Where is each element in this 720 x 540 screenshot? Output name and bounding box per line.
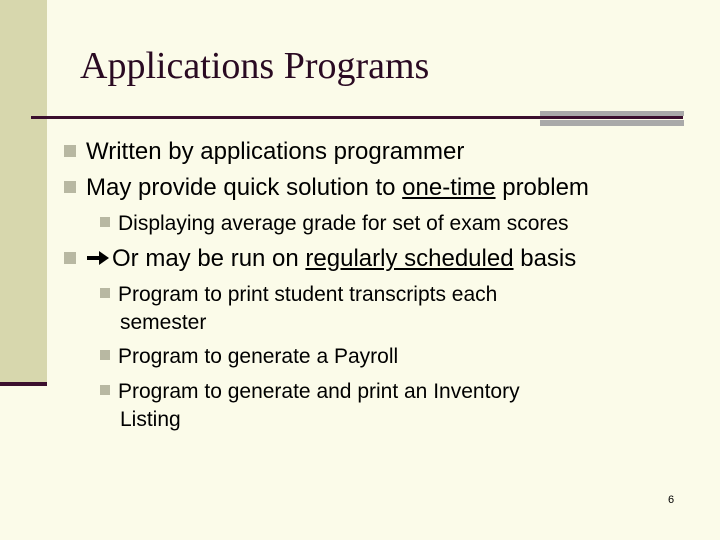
sub-bullet-3-3-text-line2: Listing bbox=[120, 408, 181, 431]
sub-bullet-3-1 bbox=[100, 284, 497, 305]
side-accent-rule bbox=[0, 382, 47, 386]
bullet-3 bbox=[64, 247, 576, 271]
sub-bullet-3-1-cont bbox=[120, 312, 206, 333]
title-rule bbox=[31, 116, 683, 119]
bullet-2-text-pre: May provide quick solution to bbox=[86, 174, 403, 201]
bullet-3-text-post: basis bbox=[513, 245, 577, 272]
sub-bullet-3-2 bbox=[100, 346, 398, 367]
sub-bullet-3-3-cont bbox=[120, 409, 181, 430]
sub-bullet-3-1-text-line1: Program to print student transcripts each bbox=[118, 283, 498, 306]
bullet-2-text-underlined: one-time bbox=[402, 174, 496, 201]
bullet-1-text: Written by applications programmer bbox=[86, 138, 465, 165]
sub-bullet-3-3 bbox=[100, 381, 520, 402]
square-bullet-icon bbox=[64, 252, 76, 264]
sub-bullet-3-3-text-line1: Program to generate and print an Inventory bbox=[118, 380, 520, 403]
bullet-3-text-underlined: regularly scheduled bbox=[305, 245, 514, 272]
side-accent-bar bbox=[0, 0, 47, 384]
square-bullet-icon bbox=[64, 145, 76, 157]
square-bullet-icon bbox=[100, 385, 110, 395]
square-bullet-icon bbox=[64, 181, 76, 193]
slide-title: Applications Programs bbox=[80, 45, 430, 87]
right-arrow-icon bbox=[86, 249, 110, 267]
square-bullet-icon bbox=[100, 217, 110, 227]
sub-bullet-3-2-text: Program to generate a Payroll bbox=[118, 345, 399, 368]
sub-bullet-3-1-text-line2: semester bbox=[120, 311, 207, 334]
bullet-2-text-post: problem bbox=[495, 174, 589, 201]
bullet-2 bbox=[64, 176, 589, 200]
bullet-3-text-pre: Or may be run on bbox=[112, 245, 306, 272]
title-rule-gray-bottom bbox=[540, 120, 684, 126]
square-bullet-icon bbox=[100, 350, 110, 360]
page-number: 6 bbox=[668, 494, 675, 506]
sub-bullet-2-1-text: Displaying average grade for set of exam scores bbox=[118, 212, 569, 235]
bullet-1 bbox=[64, 140, 464, 164]
square-bullet-icon bbox=[100, 288, 110, 298]
sub-bullet-2-1 bbox=[100, 213, 569, 234]
